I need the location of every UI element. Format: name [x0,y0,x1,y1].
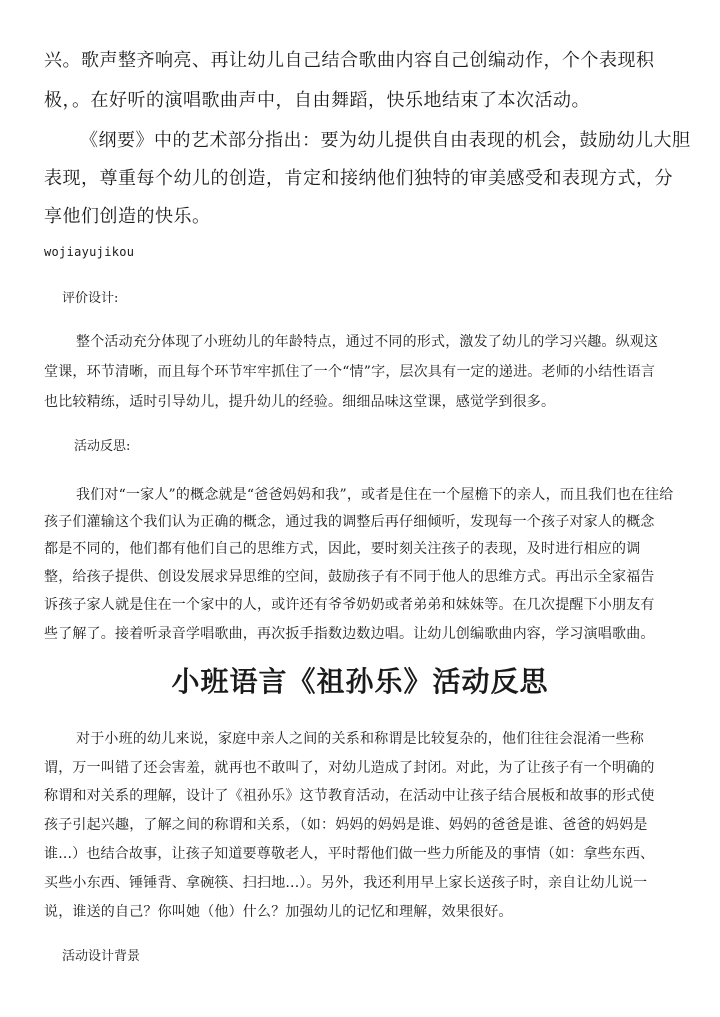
section-title: 小班语言《祖孙乐》活动反思 [171,665,549,698]
reflect-line-2: 孩子们灌输这个我们认为正确的概念，通过我的调整后再仔细倾听，发现每一个孩子对家人的概念 [44,514,655,530]
section-line-2: 谓，万一叫错了还会害羞，就再也不敢叫了，对幼儿造成了封闭。对此，为了让孩子有一个明确的 [44,760,655,776]
background-heading: 活动设计背景 [62,949,141,964]
section-line-4: 孩子引起兴趣，了解之间的称谓和关系，（如：妈妈的妈妈是谁、妈妈的爸爸是谁、爸爸的妈妈是 [44,817,648,833]
section-line-7: 说，谁送的自己？你叫她（他）什么？加强幼儿的记忆和理解，效果很好。 [44,904,513,920]
reflect-line-6: 些了解了。接着听录音学唱歌曲，再次扳手指数边数边唱。让幼儿创编歌曲内容，学习演唱歌曲。 [44,626,655,642]
section-line-3: 称谓和对关系的理解，设计了《祖孙乐》这节教育活动，在活动中让孩子结合展板和故事的形式使 [44,788,655,804]
section-line-6: 买些小东西、锤锤背、拿碗筷、扫扫地...）。另外，我还利用早上家长送孩子时，亲自让幼儿说一 [44,875,648,891]
eval-line-2: 堂课，环节清晰，而且每个环节牢牢抓住了一个“情”字，层次具有一定的递进。老师的小结性语言 [44,364,656,380]
reflect-line-3: 都是不同的，他们都有他们自己的思维方式，因此，要时刻关注孩子的表现，及时进行相应的调 [44,541,641,557]
reflect-heading: 活动反思: [74,439,131,454]
section-line-5: 谁...）也结合故事，让孩子知道要尊敬老人，平时帮他们做一些力所能及的事情（如：拿些东西、 [44,846,655,862]
para2-line-1: 《纲要》中的艺术部分指出：要为幼儿提供自由表现的机会，鼓励幼儿大胆 [80,130,691,151]
para2-line-3: 享他们创造的快乐。 [44,206,211,227]
reflect-line-1: 我们对“一家人”的概念就是“爸爸妈妈和我”，或者是住在一个屋檐下的亲人，而且我们也在往给 [76,487,674,503]
para1-line-1: 兴。歌声整齐响亮、再让幼儿自己结合歌曲内容自己创编动作，个个表现积 [44,50,655,71]
para2-line-2: 表现，尊重每个幼儿的创造，肯定和接纳他们独特的审美感受和表现方式，分 [44,168,673,189]
reflect-line-4: 整，给孩子提供、创设发展求异思维的空间，鼓励孩子有不同于他人的思维方式。再出示全家福告 [44,569,655,585]
reflect-line-5: 诉孩子家人就是住在一个家中的人，或许还有爷爷奶奶或者弟弟和妹妹等。在几次提醒下小朋友有 [44,597,655,613]
eval-heading: 评价设计: [62,291,119,306]
watermark-text: wojiayujikou [44,245,135,259]
eval-line-3: 也比较精练，适时引导幼儿，提升幼儿的经验。细细品味这堂课，感觉学到很多。 [44,394,556,410]
para1-line-2: 极，。在好听的演唱歌曲声中，自由舞蹈，快乐地结束了本次活动。 [44,90,590,111]
eval-line-1: 整个活动充分体现了小班幼儿的年龄特点，通过不同的形式，激发了幼儿的学习兴趣。纵观这 [76,334,659,350]
section-line-1: 对于小班的幼儿来说，家庭中亲人之间的关系和称谓是比较复杂的，他们往往会混淆一些称 [76,731,644,747]
